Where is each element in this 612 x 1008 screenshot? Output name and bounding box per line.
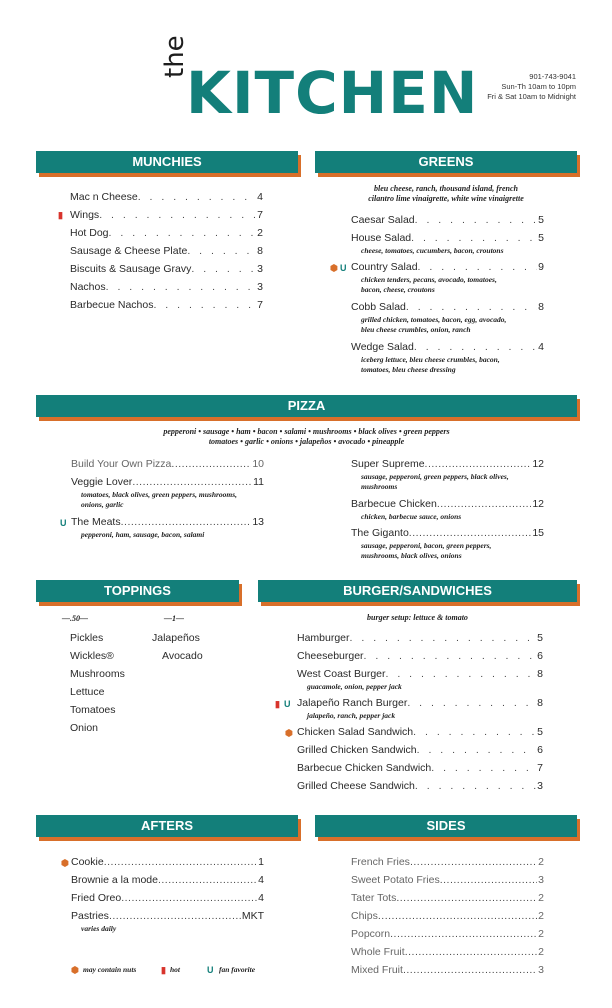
item-description: chicken tenders, pecans, avocado, tomatoes,	[361, 275, 497, 284]
nut-icon: ⬢	[71, 965, 79, 975]
topping: Mushrooms	[70, 668, 125, 680]
item-description: iceberg lettuce, bleu cheese crumbles, bacon,	[361, 355, 500, 364]
menu-item: Mac n Cheese . . . 4	[70, 191, 263, 204]
menu-item: Barbecue Nachos . . . 7	[70, 299, 263, 312]
hours-weekend: Fri & Sat 10am to Midnight	[487, 92, 576, 101]
menu-item: Super Supreme ..... 12	[351, 458, 544, 471]
menu-item: Wings . . . 7	[70, 209, 263, 222]
legend-nuts: may contain nuts	[83, 965, 137, 974]
menu-item: Caesar Salad . . . 5	[351, 214, 544, 227]
menu-item: Chips ..... 2	[351, 910, 544, 923]
menu-item: Jalapeño Ranch Burger . . . 8	[297, 697, 543, 710]
topping: Lettuce	[70, 686, 105, 698]
phone: 901-743-9041	[529, 72, 576, 81]
item-description: tomatoes, bleu cheese dressing	[361, 365, 456, 374]
horseshoe-icon: U	[207, 965, 214, 975]
item-description: jalapeño, ranch, pepper jack	[307, 711, 396, 720]
horseshoe-icon: U	[60, 518, 67, 528]
item-description: grilled chicken, tomatoes, bacon, egg, avocado,	[361, 315, 507, 324]
pepper-icon: ▮	[275, 699, 280, 709]
burger-setup: burger setup: lettuce & tomato	[367, 613, 468, 622]
pizza-banner: PIZZA	[36, 395, 577, 417]
menu-item: Wedge Salad . . . 4	[351, 341, 544, 354]
menu-item: The Giganto ..... 15	[351, 527, 544, 540]
contact-info	[487, 72, 576, 102]
nut-icon: ⬢	[285, 728, 293, 738]
item-description: guacamole, onion, pepper jack	[307, 682, 402, 691]
greens-banner: GREENS	[315, 151, 577, 173]
munchies-banner: MUNCHIES	[36, 151, 298, 173]
item-description: onions, garlic	[81, 500, 124, 509]
topping: Jalapeños	[152, 632, 200, 644]
menu-item: Cobb Salad . . . 8	[351, 301, 544, 314]
menu-item: Cheeseburger . . . 6	[297, 650, 543, 663]
burgers-banner: BURGER/SANDWICHES	[258, 580, 577, 602]
item-description: sausage, pepperoni, bacon, green peppers,	[361, 541, 492, 550]
menu-item: Popcorn ..... 2	[351, 928, 544, 941]
dressings-line-2: cilantro lime vinaigrette, white wine vinaigrette	[368, 194, 524, 203]
menu-item: Barbecue Chicken Sandwich . . . 7	[297, 762, 543, 775]
item-description: varies daily	[81, 924, 117, 933]
menu-item: Biscuits & Sausage Gravy . . . 3	[70, 263, 263, 276]
nut-icon: ⬢	[61, 858, 69, 868]
pizza-toppings-line-2: tomatoes • garlic • onions • jalapeños • avocado • pineapple	[208, 437, 405, 446]
logo-kitchen: KITCHEN	[186, 59, 479, 127]
menu-item: Hamburger . . . 5	[297, 632, 543, 645]
item-description: pepperoni, ham, sausage, bacon, salami	[81, 530, 205, 539]
menu-item: Sausage & Cheese Plate . . . 8	[70, 245, 263, 258]
item-description: chicken, barbecue sauce, onions	[361, 512, 462, 521]
item-description: cheese, tomatoes, cucumbers, bacon, croutons	[361, 246, 504, 255]
item-description: tomatoes, black olives, green peppers, mushrooms,	[81, 490, 238, 499]
menu-item: Build Your Own Pizza ..... 10	[71, 458, 264, 471]
menu-item: Nachos . . . 3	[70, 281, 263, 294]
legend-hot: hot	[170, 965, 181, 974]
menu-item: Pastries ..... MKT	[71, 910, 264, 923]
topping: Pickles	[70, 632, 104, 644]
menu-item: French Fries ..... 2	[351, 856, 544, 869]
item-description: bleu cheese crumbles, onion, ranch	[361, 325, 471, 334]
menu-item: Whole Fruit ..... 2	[351, 946, 544, 959]
horseshoe-icon: U	[284, 699, 291, 709]
menu-item: Hot Dog . . . 2	[70, 227, 263, 240]
item-description: mushrooms, black olives, onions	[361, 551, 462, 560]
sides-banner: SIDES	[315, 815, 577, 837]
menu-item: Chicken Salad Sandwich . . . 5	[297, 726, 543, 739]
hours-weekday: Sun-Th 10am to 10pm	[501, 82, 576, 91]
nut-icon: ⬢	[330, 263, 338, 273]
dressings-line-1: bleu cheese, ranch, thousand island, french	[373, 184, 519, 193]
toppings-price-b: —1—	[164, 614, 184, 623]
menu-item: Mixed Fruit ..... 3	[351, 964, 544, 977]
menu-item: Tater Tots ..... 2	[351, 892, 544, 905]
pepper-icon: ▮	[161, 965, 166, 975]
horseshoe-icon: U	[340, 263, 347, 273]
menu-item: Grilled Chicken Sandwich . . . 6	[297, 744, 543, 757]
afters-banner: AFTERS	[36, 815, 298, 837]
toppings-price-a: —.50—	[62, 614, 88, 623]
legend-fav: fan favorite	[219, 965, 256, 974]
pizza-toppings-line-1: pepperoni • sausage • ham • bacon • salami • mushrooms • black olives • green peppers	[163, 427, 450, 436]
item-description: sausage, pepperoni, green peppers, black olives,	[361, 472, 509, 481]
menu-item: House Salad . . . 5	[351, 232, 544, 245]
toppings-banner: TOPPINGS	[36, 580, 239, 602]
item-description: bacon, cheese, croutons	[361, 285, 435, 294]
menu-item: Veggie Lover ..... 11	[71, 476, 264, 489]
topping: Onion	[70, 722, 99, 734]
menu-item: Brownie a la mode ..... 4	[71, 874, 264, 887]
menu-item: Country Salad . . . 9	[351, 261, 544, 274]
menu-item: Grilled Cheese Sandwich . . . 3	[297, 780, 543, 793]
menu-item: West Coast Burger . . . 8	[297, 668, 543, 681]
item-description: mushrooms	[361, 482, 398, 491]
menu-item: Cookie ..... 1	[71, 856, 264, 869]
topping: Avocado	[162, 650, 203, 662]
topping: Wickles®	[70, 650, 114, 662]
menu-item: Barbecue Chicken ..... 12	[351, 498, 544, 511]
menu-item: Fried Oreo ..... 4	[71, 892, 264, 905]
pepper-icon: ▮	[58, 210, 63, 220]
logo-the: the	[160, 35, 190, 78]
topping: Tomatoes	[70, 704, 116, 716]
menu-item: Sweet Potato Fries ..... 3	[351, 874, 544, 887]
menu-item: The Meats ..... 13	[71, 516, 264, 529]
